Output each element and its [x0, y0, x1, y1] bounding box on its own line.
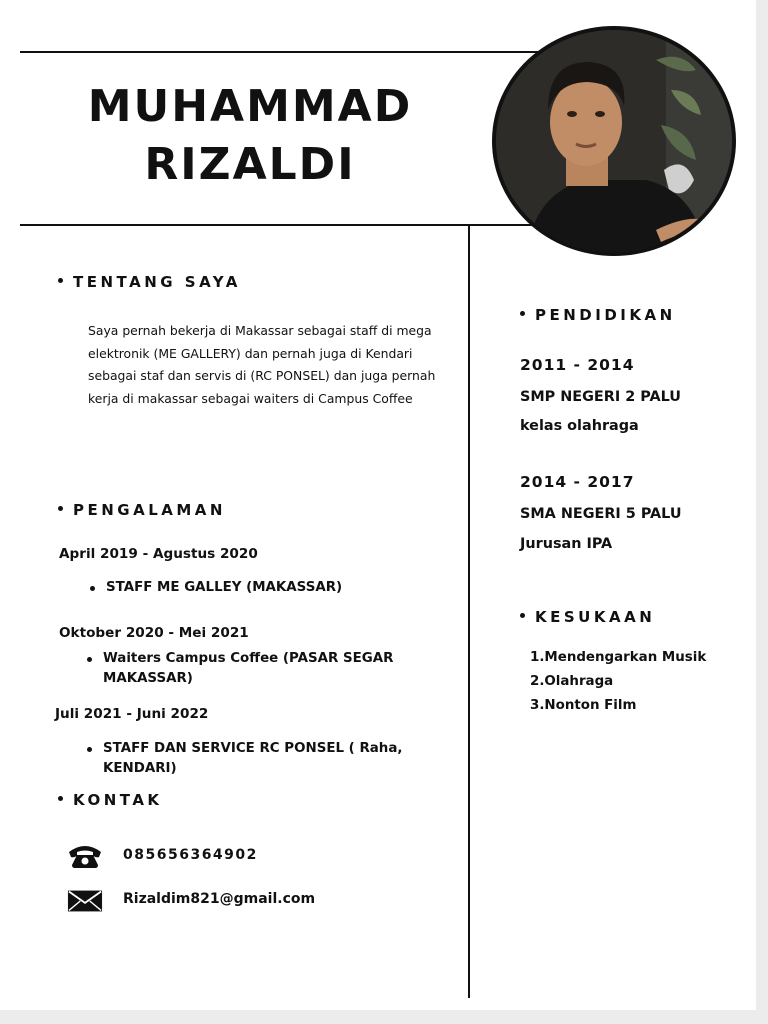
column-divider	[468, 226, 470, 998]
name-first-line: MUHAMMAD	[87, 81, 413, 132]
section-bullet	[58, 278, 63, 283]
experience-role-3-text: STAFF DAN SERVICE RC PONSEL ( Raha, KENDARI)	[103, 741, 403, 776]
education-school-2: SMA NEGERI 5 PALU	[520, 506, 682, 522]
education-years-2: 2014 - 2017	[520, 473, 635, 491]
header-top-divider	[20, 51, 540, 53]
hobby-label-3: Nonton Film	[544, 698, 637, 713]
name-last-line: RIZALDI	[144, 139, 356, 190]
about-section-title	[58, 273, 241, 291]
experience-role-2-text: Waiters Campus Coffee (PASAR SEGAR MAKASSAR)	[103, 651, 394, 686]
list-bullet	[87, 657, 92, 662]
about-title-text: TENTANG SAYA	[73, 273, 241, 291]
telephone-icon	[66, 843, 104, 869]
hobby-label-1: Mendengarkan Musik	[544, 650, 707, 665]
hobbies-section-title	[520, 608, 655, 626]
experience-role-1-text: STAFF ME GALLEY (MAKASSAR)	[106, 580, 343, 595]
experience-period-2: Oktober 2020 - Mei 2021	[59, 625, 249, 641]
experience-title-text: PENGALAMAN	[73, 501, 226, 519]
education-years-1: 2011 - 2014	[520, 356, 635, 374]
list-bullet	[87, 747, 92, 752]
profile-photo-illustration	[496, 30, 732, 252]
section-bullet	[520, 613, 525, 618]
contact-section-title	[58, 791, 163, 809]
education-school-1: SMP NEGERI 2 PALU	[520, 389, 681, 405]
experience-period-3: Juli 2021 - Juni 2022	[55, 706, 209, 722]
hobby-item-1	[530, 650, 706, 665]
hobby-item-3	[530, 698, 636, 713]
header-bottom-divider	[20, 224, 560, 226]
education-detail-1: kelas olahraga	[520, 418, 639, 434]
hobby-item-2	[530, 674, 613, 689]
experience-role-1	[106, 578, 426, 598]
hobbies-title-text: KESUKAAN	[535, 608, 656, 626]
education-section-title	[520, 306, 676, 324]
section-bullet	[58, 796, 63, 801]
hobby-number-1: 1.	[530, 650, 545, 665]
experience-role-3	[103, 739, 423, 779]
experience-role-2	[103, 649, 423, 689]
about-text: Saya pernah bekerja di Makassar sebagai staff di mega elektronik (ME GALLERY) dan pernah juga di Kendari sebagai staf dan servis di (RC PONSEL) dan juga pernah kerja di makassar sebagai waiters di Campus Coffee	[88, 323, 436, 406]
list-bullet	[90, 586, 95, 591]
education-title-text: PENDIDIKAN	[535, 306, 676, 324]
section-bullet	[58, 506, 63, 511]
contact-title-text: KONTAK	[73, 791, 163, 809]
experience-section-title	[58, 501, 226, 519]
envelope-icon	[67, 888, 103, 914]
profile-photo	[492, 26, 736, 256]
hobby-number-3: 3.	[530, 698, 545, 713]
phone-number: 085656364902	[123, 847, 258, 863]
hobby-number-2: 2.	[530, 674, 545, 689]
hobby-label-2: Olahraga	[544, 674, 614, 689]
section-bullet	[520, 311, 525, 316]
education-detail-2: Jurusan IPA	[520, 536, 613, 552]
experience-period-1: April 2019 - Agustus 2020	[59, 546, 258, 562]
email-address[interactable]: Rizaldim821@gmail.com	[123, 891, 316, 907]
